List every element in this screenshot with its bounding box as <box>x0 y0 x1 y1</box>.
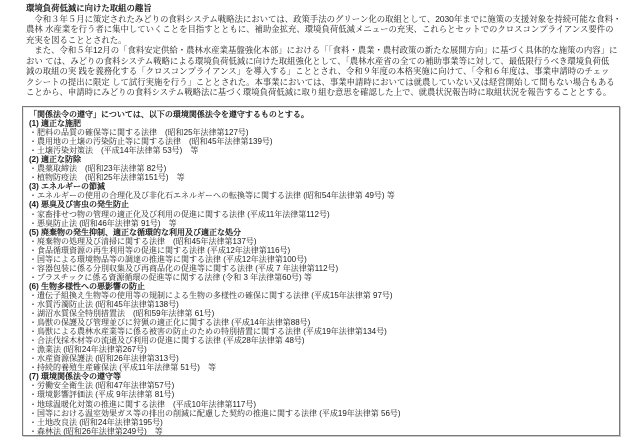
law-item-list <box>29 164 613 182</box>
law-item: ・水質汚濁防止法 (昭和45年法律第138号) <box>29 299 179 309</box>
law-section-heading: (1) 適正な施肥 <box>29 119 81 129</box>
law-item: ・土壌汚染対策法 (平成14年法律第 53号) 等 <box>29 146 199 156</box>
law-section-list <box>29 119 613 436</box>
intro-line: クシートの提出に限定 して試行実施を行う」こととされた。本事業においては、事業申請時においては就農していない又は経営開始して間もない場合もある <box>26 76 615 87</box>
law-item: ・鳥獣の保護及び管理並びに狩猟の適正化に関する法律 (平成14年法律第88号) <box>29 318 311 328</box>
law-section-heading: (7) 環境関係法令の遵守等 <box>29 372 121 382</box>
law-compliance-box <box>22 106 620 436</box>
law-item: ・鳥獣による農林水産業等に係る被害の防止のための特別措置に関する法律 (平成19年法律第134号) <box>29 327 387 337</box>
law-section <box>29 200 613 227</box>
law-item: ・家畜排せつ物の管理の適正化及び利用の促進に関する法律 (平成11年法律第112号) <box>29 209 330 219</box>
intro-paragraph <box>26 14 622 98</box>
law-item: ・国等における温室効果ガス等の排出の削減に配慮した契約の推進に関する法律 (平成19年法律第 56号) <box>29 408 401 418</box>
law-item: ・湖沼水質保全特別措置法 (昭和59年法律第 61号) <box>29 309 215 319</box>
intro-line: ことから、申請時にみどりの食料システム戦略法に基づく環境負荷低減に取り組む意思を確認した上で、就農状況報告時に取組状況を報告することとする。 <box>26 87 612 97</box>
law-section <box>29 372 613 435</box>
law-item: ・農薬取締法 (昭和23年法律第 82号) <box>29 164 167 174</box>
law-item: ・合法伐採木材等の流通及び利用の促進に関する法律 (平成28年法律第 48号) <box>29 336 305 346</box>
law-item: ・土地改良法 (昭和24年法律第195号) <box>29 417 163 427</box>
law-section <box>29 228 613 282</box>
law-item: ・容器包装に係る分別収集及び再商品化の促進等に関する法律 (平成 7 年法律第112号) <box>29 263 339 273</box>
law-item: ・労働安全衛生法 (昭和47年法律第57号) <box>29 381 175 391</box>
law-item: ・森林法 (昭和26年法律第249号) 等 <box>29 426 163 436</box>
law-item: ・食品循環資源の再生利用等の促進に関する法律 (平成12年法律第116号) <box>29 245 291 255</box>
intro-line: また、令和５年12月の「食料安定供給・農林水産業基盤強化本部」における「「食料・農業・農村政策の新たな展開方向」に基づく具体的な施策の内容」に <box>26 45 618 55</box>
intro-line: 令和３年５月に策定されたみどりの食料システム戦略法においては、政策手法のグリーン化の取組として、2030年までに施策の支援対象を持続可能な食料・ <box>26 13 622 24</box>
law-item: ・国等による環境物品等の調達の推進等に関する法律 (平成12年法律第100号) <box>29 254 307 264</box>
law-section <box>29 119 613 155</box>
law-item: ・悪臭防止法 (昭和46年法律第 91号) 等 <box>29 218 177 228</box>
law-item: ・廃棄物の処理及び清掃に関する法律 (昭和45年法律第137号) <box>29 236 257 246</box>
law-item: ・農用地の土壌の汚染防止等に関する法律 (昭和45年法律第139号) <box>29 137 273 147</box>
law-section-heading: (6) 生物多様性への悪影響の防止 <box>29 281 145 291</box>
law-item: ・持続的養殖生産確保法 (平成11年法律第 51号) 等 <box>29 363 216 373</box>
intro-line: 減の取組の実 践を義務化する「クロスコンプライアンス」を導入する」こととされ、令和９年度の本格実施に向けて、「令和６年度は、事業申請時のチェッ <box>26 66 610 76</box>
law-section-heading: (4) 悪臭及び害虫の発生防止 <box>29 200 129 210</box>
law-item: ・植物防疫法 (昭和25年法律第151号) 等 <box>29 173 185 183</box>
law-item: ・漁業法 (昭和24年法律第267号) <box>29 345 147 355</box>
law-item: ・環境影響評価法 (平成 9年法律第 81号) <box>29 390 175 400</box>
law-section <box>29 155 613 182</box>
law-item: ・肥料の品質の確保等に関する法律 (昭和25年法律第127号) <box>29 128 249 138</box>
intro-line: 充実を図ることとされた。 <box>26 34 127 45</box>
law-section <box>29 282 613 372</box>
law-section <box>29 182 613 200</box>
law-section-heading: (5) 廃棄物の発生抑制、適正な循環的な利用及び適正な処分 <box>29 227 241 237</box>
law-section-heading: (3) エネルギーの節減 <box>29 182 105 192</box>
intro-line: 農林 水産業を行う者に集中していくことを目指すとともに、補助金拡充、環境負荷低減メニューの充実、これらとセットでのクロスコンプライアンス要件の <box>26 24 614 34</box>
law-item: ・地球温暖化対策の推進に関する法律 (平成10年法律第117号) <box>29 399 256 409</box>
intro-title: 環境負荷低減に向けた取組の趣旨 <box>26 3 152 13</box>
intro-line: おい ては、みどりの食料システム戦略による環境負荷低減に向けた取組強化として、「農林水産省の全ての補助事業等に対して、最低限行うべき環境負荷低 <box>26 55 610 66</box>
law-item: ・水産資源保護法 (昭和26年法律第313号) <box>29 354 179 364</box>
intro-section <box>26 3 622 98</box>
law-item-list <box>29 291 613 372</box>
law-item-list <box>29 210 613 228</box>
law-item-list <box>29 128 613 155</box>
law-item-list <box>29 237 613 282</box>
law-box-title: 「関係法令の遵守」については、以下の環境関係法令を遵守するものとする。 <box>29 110 309 119</box>
law-item: ・エネルギーの使用の合理化及び非化石エネルギーへの転換等に関する法律 (昭和54年法律第 49号) 等 <box>29 191 395 201</box>
law-item-list <box>29 381 613 435</box>
law-item: ・プラスチックに係る資源循環の促進等に関する法律 (令和 3 年法律第60号) 等 <box>29 272 312 282</box>
law-section-heading: (2) 適正な防除 <box>29 155 81 165</box>
law-item: ・遺伝子組換え生物等の使用等の規制による生物の多様性の確保に関する法律 (平成15年法律第 97号) <box>29 290 393 300</box>
